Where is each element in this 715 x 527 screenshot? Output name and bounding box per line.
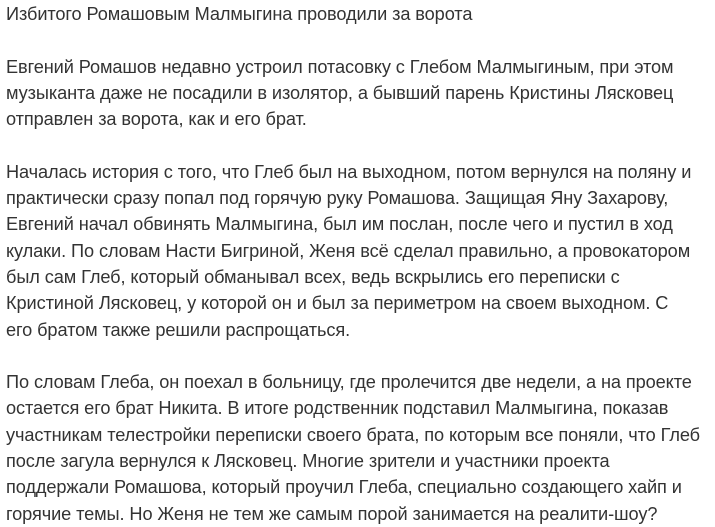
paragraph-line: был сам Глеб, который обманывал всех, ведь вскрылись его переписки с xyxy=(6,266,620,287)
paragraph-line: Кристиной Лясковец, у которой он и был за периметром на своем выходном. С xyxy=(6,293,669,314)
paragraph-line: после загула вернулся к Лясковец. Многие зрители и участники проекта xyxy=(6,451,610,472)
paragraph-line: отправлен за ворота, как и его брат. xyxy=(6,109,307,130)
paragraph-line: участникам телестройки переписки своего брата, по которым все поняли, что Глеб xyxy=(6,424,700,445)
paragraph-line: Началась история с того, что Глеб был на выходном, потом вернулся на поляну и xyxy=(6,161,692,182)
paragraph-line: Евгений Ромашов недавно устроил потасовку с Глебом Малмыгиным, при этом xyxy=(6,56,674,77)
article-paragraph-2 xyxy=(6,159,711,343)
paragraph-line: остается его брат Никита. В итоге родственник подставил Малмыгина, показав xyxy=(6,398,669,419)
article-title: Избитого Ромашовым Малмыгина проводили за ворота xyxy=(6,4,473,24)
article-paragraph-3 xyxy=(6,369,711,527)
paragraph-line: кулаки. По словам Насти Бигриной, Женя всё сделал правильно, а провокатором xyxy=(6,240,691,261)
paragraph-line: практически сразу попал под горячую руку Ромашова. Защищая Яну Захарову, xyxy=(6,188,669,209)
paragraph-line: По словам Глеба, он поехал в больницу, где пролечится две недели, а на проекте xyxy=(6,372,692,393)
article-paragraph-1 xyxy=(6,54,711,133)
paragraph-line: Евгений начал обвинять Малмыгина, был им послан, после чего и пустил в ход xyxy=(6,214,673,235)
paragraph-line: музыканта даже не посадили в изолятор, а бывший парень Кристины Лясковец xyxy=(6,82,674,103)
article xyxy=(6,0,711,527)
paragraph-line: его братом также решили распрощаться. xyxy=(6,319,351,340)
paragraph-line: поддержали Ромашова, который проучил Глеба, специально создающего хайп и xyxy=(6,477,682,498)
paragraph-line: горячие темы. Но Женя не тем же самым порой занимается на реалити-шоу? xyxy=(6,503,658,524)
